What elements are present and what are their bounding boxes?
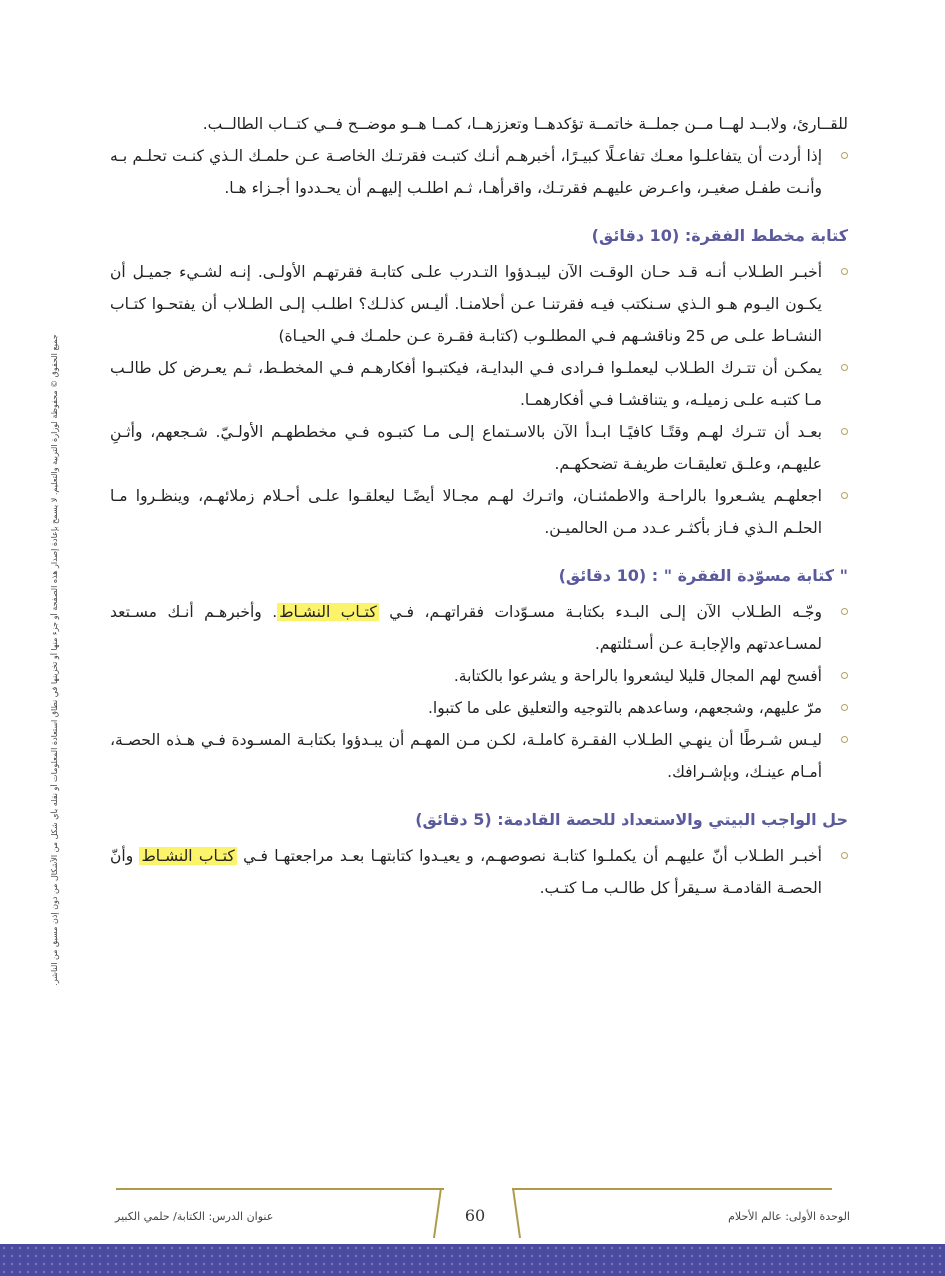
bullet-icon [841,492,848,499]
bullet-text-after: وأنّ الحصـة القادمـة سـيقرأ كل طالـب مـا كتـب. [110,847,822,897]
bullet-icon [841,364,848,371]
list-item [110,840,848,904]
bullet-icon [841,672,848,679]
footer-lesson-title: عنوان الدرس: الكتابة/ حلمي الكبير [115,1210,274,1223]
bullet-text: أفسح لهم المجال قليلا ليشعروا بالراحة و يشرعوا بالكتابة. [453,667,822,685]
section-heading-draft: " كتابة مسوّدة الفقرة " : (10 دقائق) [558,566,848,585]
intro-line: للقــارئ، ولابــد لهــا مــن جملــة خاتمــة تؤكدهــا وتعززهــا، كمــا هــو موضــح فــي كتــاب الطالــب. [202,115,848,133]
bullet-text: اجعلهـم يشـعروا بالراحـة والاطمئنـان، واتـرك لهـم مجـالا أيضًـا ليعلقـوا علـى أحـلام زملائهـم، وينظـروا مـا الحلـم الـذي فـاز بأكثـر عـدد مـن الحالميـن. [110,487,822,537]
bullet-text: إذا أردت أن يتفاعلـوا معـك تفاعـلًا كبيـرًا، أخبرهـم أنـك كتبـت فقرتـك الخاصـة عـن حلمـك الـذي كنـت تحلـم بـه وأنـت طفـل صغيـر، واعـرض عليهـم فقرتـك، واقرأهـا، ثـم اطلـب إليهـم أن يحـددوا أجـزاء هـا. [110,147,822,197]
list-item [110,480,848,544]
list-item [110,692,848,724]
list-item [110,352,848,416]
bullet-icon [841,736,848,743]
footer-tab-right-edge [512,1188,521,1238]
page-number: 60 [464,1206,486,1225]
list-item [110,660,848,692]
list-item [110,724,848,788]
bullet-text-before: أخبـر الطـلاب أنّ عليهـم أن يكملـوا كتابـة نصوصهـم، و يعيـدوا كتابتهـا بعـد مراجعتهـا فـي [236,847,822,865]
bullet-text: أخبـر الطـلاب أنـه قـد حـان الوقـت الآن ليبـدؤوا التـدرب علـى كتابـة فقرتهـم الأولـى. إنـه لشـيء جميـل أن يكـون اليـوم هـو الـذي سـنكتب فيـه فقرتنـا عـن أحلامنـا. أليـس كذلـك؟ اطلـب إلـى الطـلاب أن يفتحـوا كتـاب النشـاط علـى ص 25 وناقشـهم فـي المطلـوب (كتابـة فقـرة عـن حلمـك فـي الحيـاة) [110,263,822,345]
list-item [110,256,848,352]
bullet-text: ليـس شـرطًا أن ينهـي الطـلاب الفقـرة كاملـة، لكـن مـن المهـم أن يبـدؤوا بكتابـة المسـودة فـي هـذه الحصـة، أمـام عينـك، وبإشـرافك. [110,731,822,781]
highlight-activity-book: كتـاب النشـاط [141,847,235,865]
bullet-text-after: . وأخبرهـم أنـك مسـتعد لمسـاعدتهم والإجابـة عـن أسـئلتهم. [110,603,822,653]
section-heading-homework: حل الواجب البيتي والاستعداد للحصة القادمة: (5 دقائق) [415,810,848,829]
footer-unit-title: الوحدة الأولى: عالم الأحلام [728,1210,850,1223]
bullet-icon [841,704,848,711]
bullet-text: بعـد أن تتـرك لهـم وقتًـا كافيًـا ابـدأ الآن بالاسـتماع إلـى مـا كتبـوه فـي مخططهـم الأولـيّ. شـجعهم، وأثـنِ عليهـم، وعلـق تعليقـات طريفـة تضحكهـم. [110,423,822,473]
bullet-icon [841,268,848,275]
bullet-icon [841,608,848,615]
footer-divider-left [116,1188,444,1190]
footer-tab-left-edge [433,1188,442,1238]
bullet-text: يمكـن أن تتـرك الطـلاب ليعملـوا فـرادى فـي البدايـة، فيكتبـوا أفكارهـم فـي المخطـط، ثـم يعـرض كل طالـب مـا كتبـه علـى زميلـه، و يتناقشـا فـي أفكارهمـا. [110,359,822,409]
bullet-text: مرّ عليهم، وشجعهم، وساعدهم بالتوجيه والتعليق على ما كتبوا. [428,699,822,717]
list-item [110,416,848,480]
main-content [110,108,848,904]
bullet-icon [841,152,848,159]
footer-divider-right [512,1188,832,1190]
bottom-decorative-band [0,1244,945,1276]
bullet-icon [841,852,848,859]
list-item [110,140,848,204]
section-heading-outline: كتابة مخطط الفقرة: (10 دقائق) [591,226,848,245]
highlight-activity-book: كتـاب النشـاط [279,603,377,621]
bullet-text-before: وجّـه الطـلاب الآن إلـى البـدء بكتابـة مسـوّدات فقراتهـم، فـي [378,603,822,621]
copyright-sidebar: جميع الحقوق © محفوظة لوزارة التربية والتعليم. لا يسمح بإعادة إصدار هذه الصفحة أو جزء منها أو تخزينها في نطاق استعادة المعلومات أو نقله بأي شكل من الأشكال من دون إذن مسبق من الناشر. [50,334,59,986]
bullet-icon [841,428,848,435]
list-item [110,596,848,660]
